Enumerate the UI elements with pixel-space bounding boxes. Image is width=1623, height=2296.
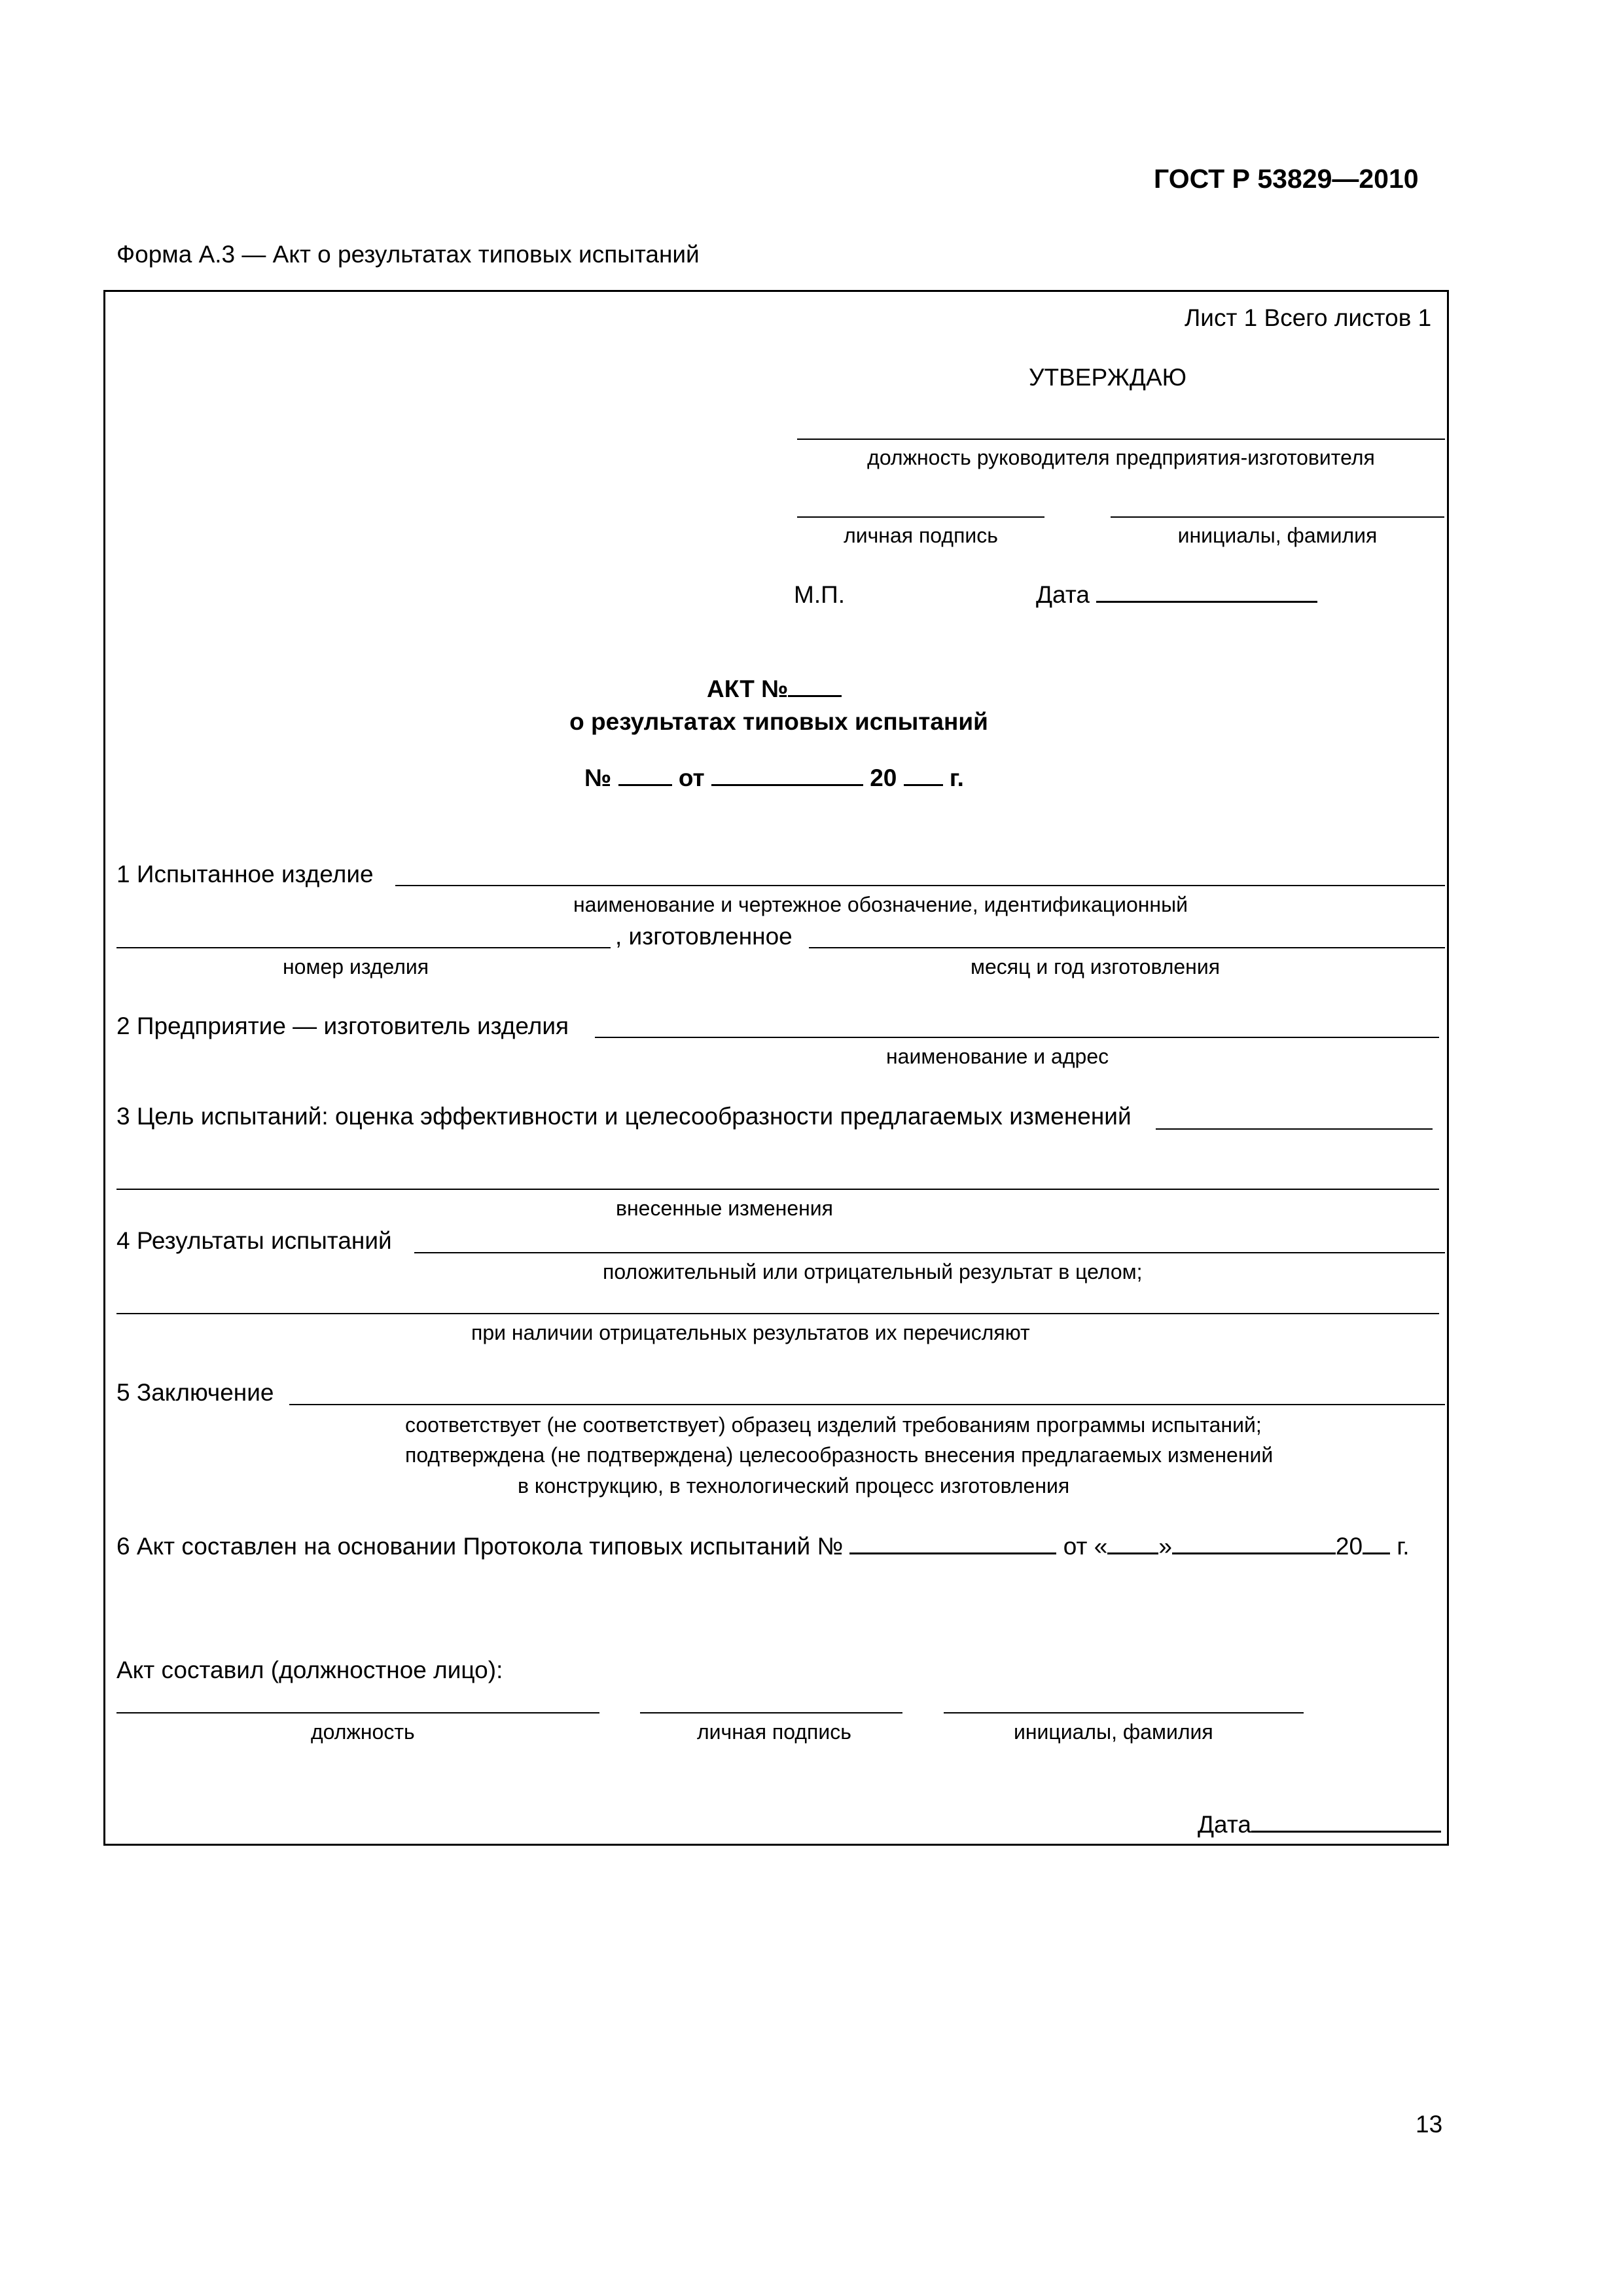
approval-date [1036, 581, 1317, 609]
item3-line-inline[interactable] [1156, 1128, 1433, 1130]
signoff-signature-caption: личная подпись [697, 1720, 851, 1744]
standard-id: ГОСТ Р 53829—2010 [1154, 164, 1419, 194]
protocol-year-field[interactable] [1363, 1533, 1390, 1554]
item1-caption: наименование и чертежное обозначение, идентификационный [573, 893, 1188, 916]
item5-label: 5 Заключение [116, 1379, 274, 1406]
date-field-act[interactable] [711, 764, 863, 786]
item3-caption: внесенные изменения [616, 1196, 833, 1220]
protocol-day-field[interactable] [1107, 1533, 1158, 1554]
signature-line [797, 516, 1044, 518]
form-title: Форма А.3 — Акт о результатах типовых испытаний [116, 241, 700, 268]
composed-label: Акт составил (должностное лицо): [116, 1657, 503, 1683]
item5-line[interactable] [289, 1404, 1445, 1405]
item5-caption3: в конструкцию, в технологический процесс изготовления [518, 1474, 1070, 1498]
sheet-info: Лист 1 Всего листов 1 [1185, 304, 1432, 331]
year-prefix: 20 [870, 764, 897, 791]
item1-number-line[interactable] [116, 947, 611, 948]
protocol-month-field[interactable] [1172, 1533, 1336, 1554]
signoff-signature-line[interactable] [640, 1712, 902, 1713]
act-number-field[interactable] [788, 675, 842, 697]
signature-caption: личная подпись [844, 524, 998, 547]
item6-year: 20 [1335, 1533, 1363, 1560]
item6-from: от « [1063, 1533, 1108, 1560]
act-subtitle: о результатах типовых испытаний [569, 708, 988, 735]
item1-manufactured: , изготовленное [615, 923, 793, 950]
position-line [797, 439, 1445, 440]
date-field[interactable] [1096, 581, 1317, 603]
protocol-number-field[interactable] [849, 1533, 1056, 1554]
approve-label: УТВЕРЖДАЮ [1029, 364, 1187, 391]
item3-line[interactable] [116, 1189, 1439, 1190]
item4-line2[interactable] [116, 1313, 1439, 1314]
item6-row [116, 1533, 1410, 1560]
act-title [707, 675, 842, 703]
act-number-row [584, 764, 964, 792]
item3-label: 3 Цель испытаний: оценка эффективности и целесообразности предлагаемых изменений [116, 1103, 1132, 1130]
year-field[interactable] [904, 764, 943, 786]
date-label: Дата [1036, 581, 1090, 608]
signoff-date-label: Дата [1198, 1811, 1251, 1838]
signoff-date-field[interactable] [1251, 1811, 1441, 1833]
initials-line [1111, 516, 1444, 518]
item2-label: 2 Предприятие — изготовитель изделия [116, 1013, 569, 1039]
item1-date-caption: месяц и год изготовления [971, 955, 1221, 978]
position-caption: должность руководителя предприятия-изготовителя [867, 446, 1375, 469]
item1-date-line[interactable] [809, 947, 1445, 948]
page-number: 13 [1416, 2111, 1443, 2138]
item2-caption: наименование и адрес [886, 1045, 1109, 1068]
number-prefix: № [584, 764, 612, 791]
signoff-initials-caption: инициалы, фамилия [1014, 1720, 1213, 1744]
item2-line[interactable] [595, 1037, 1439, 1038]
stamp-label: М.П. [794, 581, 845, 608]
item4-caption2: при наличии отрицательных результатов их перечисляют [471, 1321, 1030, 1344]
item1-number-caption: номер изделия [283, 955, 429, 978]
initials-caption: инициалы, фамилия [1177, 524, 1378, 547]
item4-caption1: положительный или отрицательный результат в целом; [603, 1260, 1143, 1283]
year-suffix: г. [949, 764, 964, 791]
number-field[interactable] [618, 764, 672, 786]
item4-label: 4 Результаты испытаний [116, 1227, 392, 1254]
act-title-text: АКТ № [707, 675, 789, 702]
signoff-position-line[interactable] [116, 1712, 599, 1713]
item1-label: 1 Испытанное изделие [116, 861, 374, 888]
item6-quote-close: » [1158, 1533, 1172, 1560]
signoff-date [1198, 1811, 1441, 1839]
from-label: от [678, 764, 705, 791]
item6-year-suffix: г. [1397, 1533, 1410, 1560]
item5-caption2: подтверждена (не подтверждена) целесообразность внесения предлагаемых изменений [405, 1443, 1274, 1467]
item4-line[interactable] [414, 1252, 1445, 1253]
signoff-position-caption: должность [311, 1720, 415, 1744]
item5-caption1: соответствует (не соответствует) образец изделий требованиям программы испытаний; [405, 1413, 1262, 1437]
item6-label: 6 Акт составлен на основании Протокола типовых испытаний № [116, 1533, 844, 1560]
item1-line[interactable] [395, 885, 1445, 886]
signoff-initials-line[interactable] [944, 1712, 1304, 1713]
